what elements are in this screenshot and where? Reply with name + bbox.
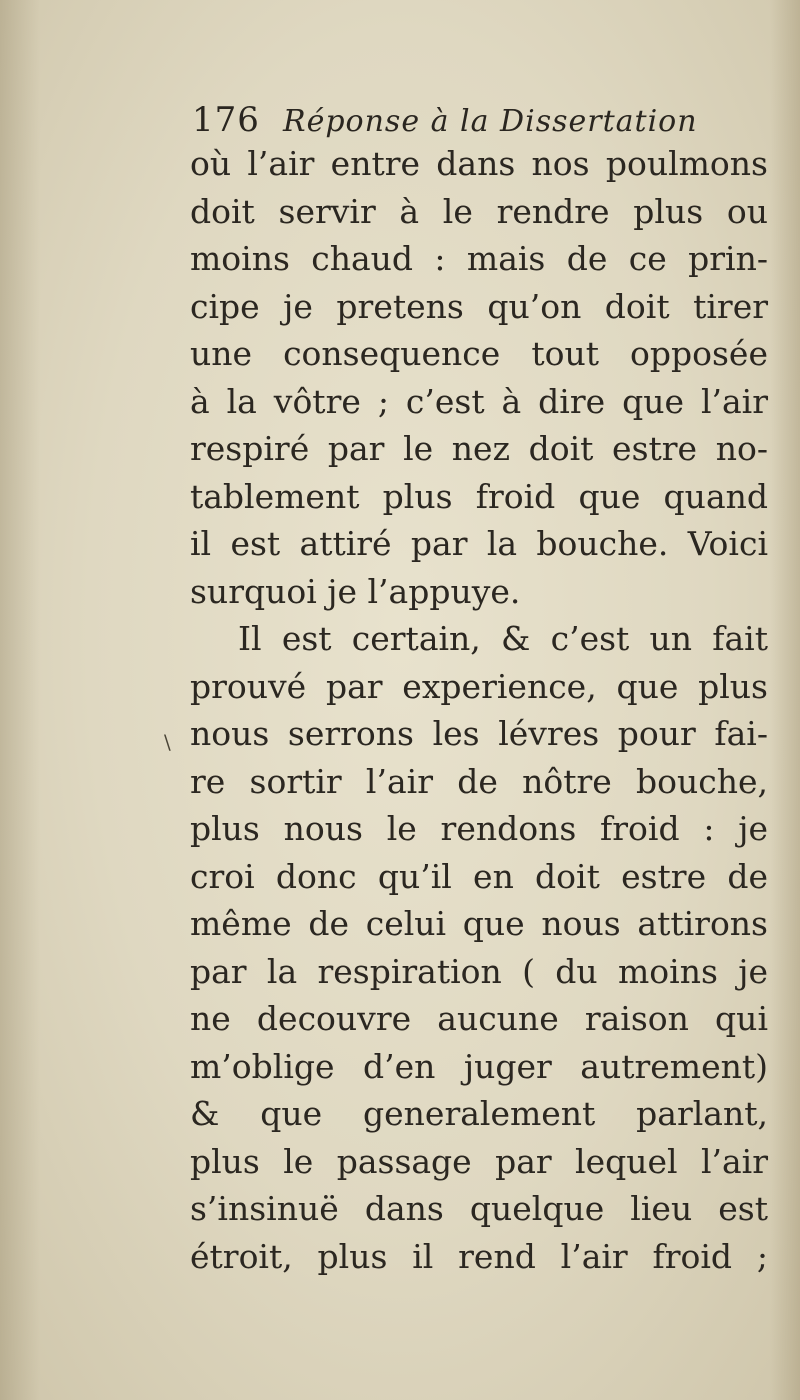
text-line: moins chaud : mais de ce prin- <box>190 239 768 278</box>
text-line: par la respiration ( du moins je <box>190 951 768 991</box>
text-line: nous serrons les lévres pour fai- <box>190 714 768 753</box>
text-line: ne decouvre aucune raison qui <box>190 999 768 1038</box>
text-line: m’oblige d’en juger autrement) <box>190 1046 768 1086</box>
page-number: 176 <box>192 100 260 140</box>
text-line: surquoi je l’appuye. <box>190 571 521 611</box>
text-line: étroit, plus il rend l’air froid ; <box>190 1236 768 1276</box>
text-line: re sortir l’air de nôtre bouche, <box>190 761 768 801</box>
paragraph-start-line: Il est certain, & c’est un fait <box>238 619 768 658</box>
text-line: croi donc qu’il en doit estre de <box>190 856 768 896</box>
body-text <box>190 140 768 1280</box>
running-title: Réponse à la Dissertation <box>283 104 698 139</box>
text-line: une consequence tout opposée <box>190 334 768 373</box>
text-line: tablement plus froid que quand <box>190 476 768 516</box>
text-line: respiré par le nez doit estre no- <box>190 429 768 468</box>
margin-mark: \ <box>164 730 171 754</box>
text-line: prouvé par experience, que plus <box>190 666 768 706</box>
text-line: à la vôtre ; c’est à dire que l’air <box>190 381 768 421</box>
text-line: il est attiré par la bouche. Voici <box>190 524 768 563</box>
text-line: & que generalement parlant, <box>190 1094 768 1133</box>
text-line: doit servir à le rendre plus ou <box>190 191 768 231</box>
text-line: plus le passage par lequel l’air <box>190 1141 768 1181</box>
text-line: plus nous le rendons froid : je <box>190 809 768 848</box>
text-line: même de celui que nous attirons <box>190 904 768 943</box>
text-line: s’insinuë dans quelque lieu est <box>190 1189 768 1228</box>
text-line: où l’air entre dans nos poulmons <box>190 144 768 183</box>
text-line: cipe je pretens qu’on doit tirer <box>190 286 768 326</box>
page-header <box>192 100 698 140</box>
